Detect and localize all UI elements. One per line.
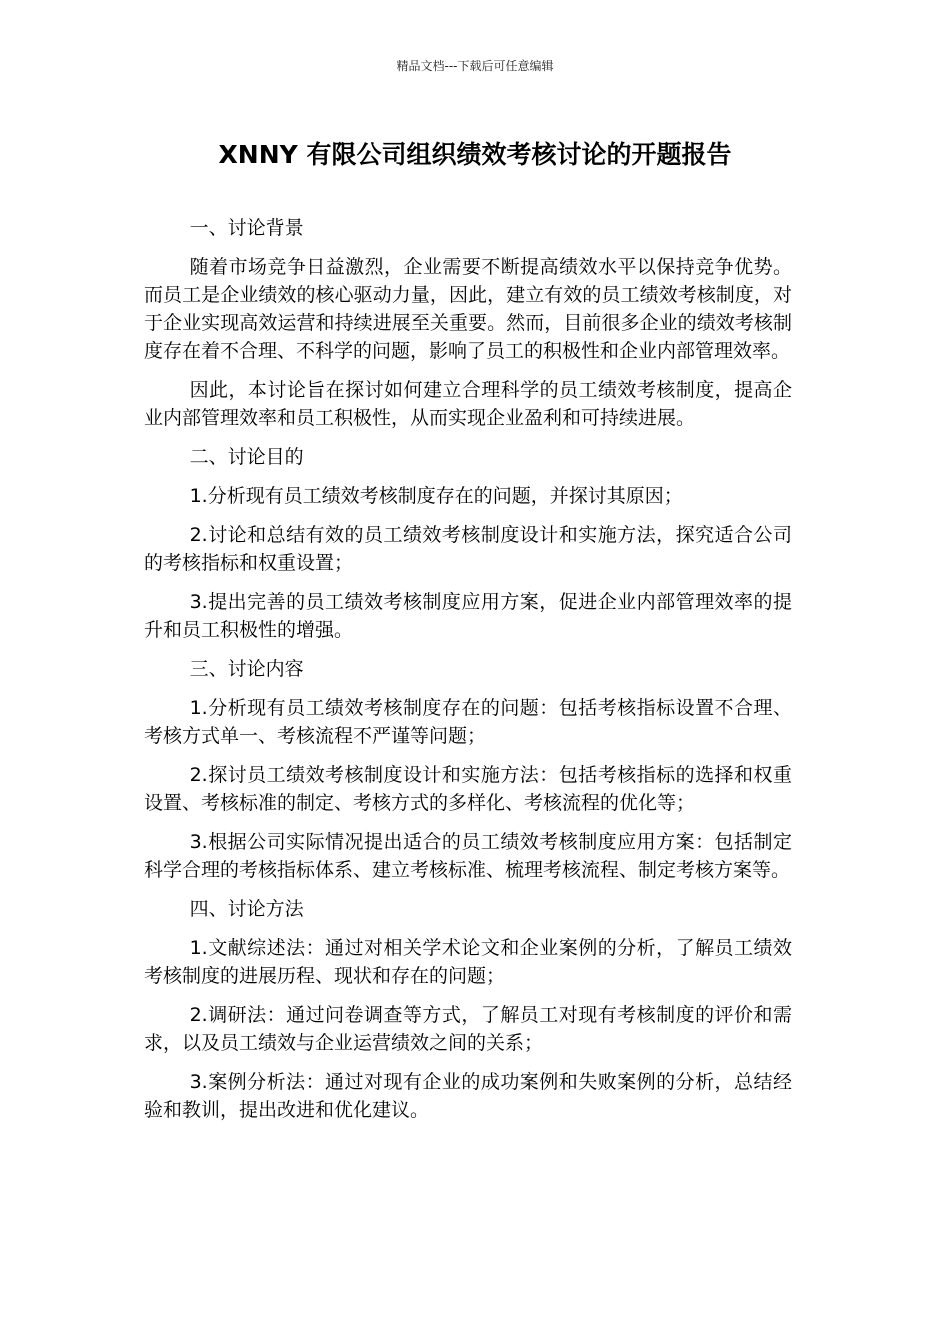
section-objectives [144, 443, 792, 644]
list-item: 1.分析现有员工绩效考核制度存在的问题：包括考核指标设置不合理、考核方式单一、考核流程不严谨等问题； [144, 697, 792, 747]
section-methods [144, 895, 792, 1124]
paragraph: 随着市场竞争日益激烈，企业需要不断提高绩效水平以保持竞争优势。而员工是企业绩效的核心驱动力量，因此，建立有效的员工绩效考核制度，对于企业实现高效运营和持续进展至关重要。然而，目前很多企业的绩效考核制度存在着不合理、不科学的问题，影响了员工的积极性和企业内部管理效率。 [144, 256, 792, 362]
document-title: XNNY 有限公司组织绩效考核讨论的开题报告 [218, 140, 732, 169]
list-item: 2.讨论和总结有效的员工绩效考核制度设计和实施方法，探究适合公司的考核指标和权重设置； [144, 524, 792, 574]
section-background [144, 214, 792, 432]
list-item: 3.提出完善的员工绩效考核制度应用方案，促进企业内部管理效率的提升和员工积极性的增强。 [144, 591, 792, 641]
paragraph: 因此，本讨论旨在探讨如何建立合理科学的员工绩效考核制度，提高企业内部管理效率和员工积极性，从而实现企业盈利和可持续进展。 [144, 379, 792, 429]
list-item: 2.调研法：通过问卷调查等方式，了解员工对现有考核制度的评价和需求，以及员工绩效与企业运营绩效之间的关系； [144, 1004, 792, 1054]
section-heading: 二、讨论目的 [189, 446, 304, 468]
list-item: 2.探讨员工绩效考核制度设计和实施方法：包括考核指标的选择和权重设置、考核标准的制定、考核方式的多样化、考核流程的优化等； [144, 764, 792, 814]
document-body [144, 214, 792, 1135]
section-content [144, 655, 792, 884]
section-heading: 一、讨论背景 [189, 217, 304, 239]
list-item: 3.案例分析法：通过对现有企业的成功案例和失败案例的分析，总结经验和教训，提出改进和优化建议。 [144, 1071, 792, 1121]
list-item: 3.根据公司实际情况提出适合的员工绩效考核制度应用方案：包括制定科学合理的考核指标体系、建立考核标准、梳理考核流程、制定考核方案等。 [144, 831, 792, 881]
section-heading: 四、讨论方法 [189, 898, 304, 920]
section-heading: 三、讨论内容 [189, 658, 304, 680]
running-header: 精品文档---下载后可任意编辑 [396, 59, 554, 73]
list-item: 1.文献综述法：通过对相关学术论文和企业案例的分析，了解员工绩效考核制度的进展历程、现状和存在的问题； [144, 937, 792, 987]
list-item: 1.分析现有员工绩效考核制度存在的问题，并探讨其原因； [189, 485, 683, 507]
